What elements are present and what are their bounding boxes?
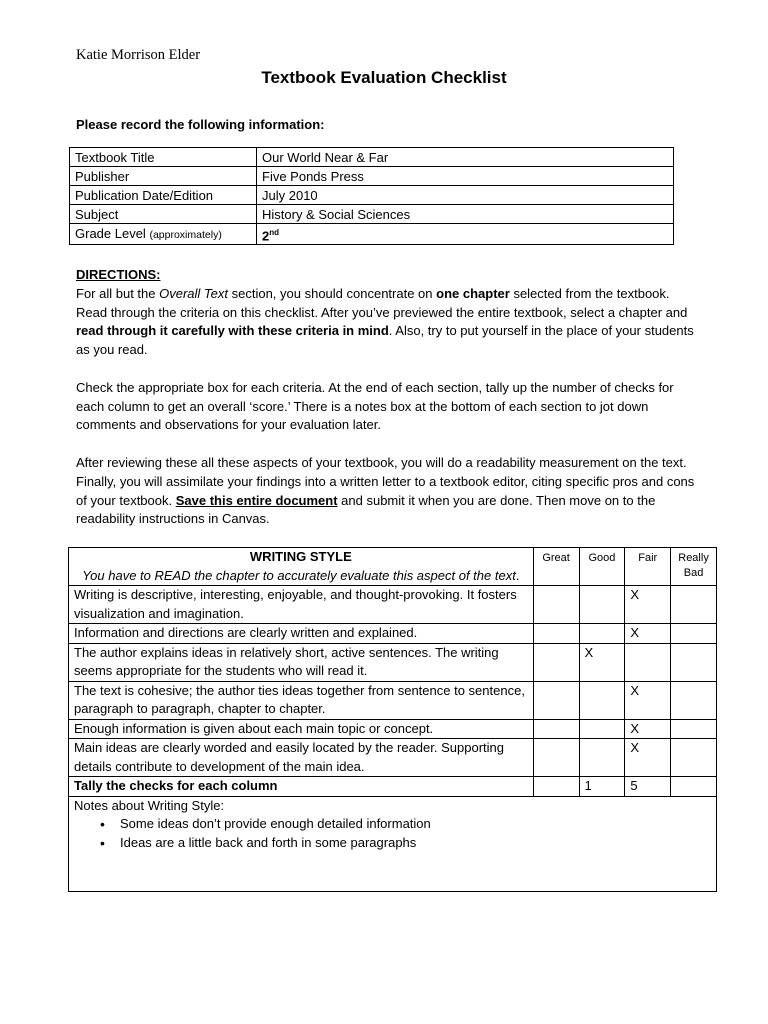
- info-label: [70, 224, 257, 245]
- check-cell[interactable]: [671, 719, 717, 739]
- section-subheading: You have to READ the chapter to accurately evaluate this aspect of the text: [82, 567, 516, 583]
- info-label: Subject: [70, 205, 257, 224]
- check-cell[interactable]: [533, 681, 579, 719]
- column-header-really-bad: Really Bad: [671, 548, 717, 586]
- textbook-info-table: [69, 147, 674, 245]
- table-row: [69, 719, 717, 739]
- info-value[interactable]: July 2010: [257, 186, 674, 205]
- directions-paragraph-1: For all but the Overall Text section, you should concentrate on one chapter selected from the textbook. Read through the criteria on this checklist. After you’ve previewed the entire textbook, select a chapter and read through it carefully with these criteria in mind. Also, try to put yourself in the place of your students as you read.: [76, 285, 694, 358]
- tally-row: [69, 777, 717, 797]
- check-cell[interactable]: [671, 586, 717, 624]
- check-cell[interactable]: [671, 681, 717, 719]
- info-label: Textbook Title: [70, 148, 257, 167]
- check-cell[interactable]: [533, 719, 579, 739]
- notes-label: Notes about Writing Style:: [74, 797, 225, 813]
- notes-box[interactable]: [69, 796, 717, 891]
- check-cell[interactable]: X: [625, 586, 671, 624]
- check-cell[interactable]: [671, 739, 717, 777]
- tally-label: Tally the checks for each column: [69, 777, 534, 797]
- tally-cell[interactable]: [671, 777, 717, 797]
- check-cell[interactable]: [579, 624, 625, 644]
- check-cell[interactable]: X: [625, 681, 671, 719]
- check-cell[interactable]: [579, 719, 625, 739]
- criterion-text: Enough information is given about each main topic or concept.: [69, 719, 534, 739]
- info-label: Publisher: [70, 167, 257, 186]
- table-row: [69, 624, 717, 644]
- check-cell[interactable]: X: [625, 719, 671, 739]
- save-instruction: Save this entire document: [175, 492, 338, 508]
- info-value[interactable]: History & Social Sciences: [257, 205, 674, 224]
- notes-list: [74, 815, 711, 852]
- check-cell[interactable]: [671, 624, 717, 644]
- criterion-text: Main ideas are clearly worded and easily located by the reader. Supporting details contribute to development of the main idea.: [69, 739, 534, 777]
- grade-label-note: (approximately): [149, 228, 222, 241]
- criterion-text: The text is cohesive; the author ties ideas together from sentence to sentence, paragraph to paragraph, chapter to chapter.: [69, 681, 534, 719]
- check-cell[interactable]: X: [625, 624, 671, 644]
- check-cell[interactable]: X: [625, 739, 671, 777]
- tally-cell[interactable]: 5: [625, 777, 671, 797]
- table-row: [70, 224, 674, 245]
- check-cell[interactable]: [579, 739, 625, 777]
- grade-value: 2: [262, 228, 270, 244]
- author-name: Katie Morrison Elder: [76, 47, 201, 63]
- table-row: [70, 148, 674, 167]
- check-cell[interactable]: [533, 643, 579, 681]
- table-row: [70, 167, 674, 186]
- grade-label: Grade Level: [75, 225, 146, 241]
- check-cell[interactable]: [533, 739, 579, 777]
- table-header-row: [69, 548, 717, 586]
- check-cell[interactable]: X: [579, 643, 625, 681]
- directions-heading: DIRECTIONS:: [76, 267, 161, 282]
- directions-paragraph-2: Check the appropriate box for each criteria. At the end of each section, tally up the number of checks for each column to get an overall ‘score.’ There is a notes box at the bottom of each section to jot down comments and observations for your evaluation later.: [76, 379, 674, 433]
- check-cell[interactable]: [579, 681, 625, 719]
- info-value[interactable]: [257, 224, 674, 245]
- directions-paragraph-3: After reviewing these all these aspects of your textbook, you will do a readability measurement on the text. Finally, you will assimilate your findings into a written letter to a textbook editor, citing specific pros and cons of your textbook. Save this entire document and submit it when you are done. Then move on to the readability instructions in Canvas.: [76, 454, 695, 527]
- tally-cell[interactable]: 1: [579, 777, 625, 797]
- grade-value-suffix: nd: [269, 228, 280, 237]
- info-value[interactable]: Five Ponds Press: [257, 167, 674, 186]
- tally-cell[interactable]: [533, 777, 579, 797]
- notes-row: [69, 796, 717, 891]
- record-prompt: Please record the following information:: [76, 117, 325, 132]
- column-header-great: Great: [533, 548, 579, 586]
- check-cell[interactable]: [533, 586, 579, 624]
- info-label: Publication Date/Edition: [70, 186, 257, 205]
- check-cell[interactable]: [579, 586, 625, 624]
- column-header-good: Good: [579, 548, 625, 586]
- section-heading: WRITING STYLE: [249, 549, 352, 564]
- directions-section: [76, 266, 701, 529]
- check-cell[interactable]: [533, 624, 579, 644]
- table-row: [69, 681, 717, 719]
- column-header-fair: Fair: [625, 548, 671, 586]
- page-title: Textbook Evaluation Checklist: [261, 68, 507, 87]
- criterion-text: Information and directions are clearly written and explained.: [69, 624, 534, 644]
- list-item: • Ideas are a little back and forth in some paragraphs: [120, 834, 711, 853]
- writing-style-table: [68, 547, 717, 892]
- check-cell[interactable]: [671, 643, 717, 681]
- table-row: [69, 739, 717, 777]
- writing-style-header: WRITING STYLE You have to READ the chapter to accurately evaluate this aspect of the text.: [69, 548, 534, 586]
- check-cell[interactable]: [625, 643, 671, 681]
- criterion-text: The author explains ideas in relatively short, active sentences. The writing seems appropriate for the students who will read it.: [69, 643, 534, 681]
- table-row: [70, 186, 674, 205]
- criterion-text: Writing is descriptive, interesting, enjoyable, and thought-provoking. It fosters visualization and imagination.: [69, 586, 534, 624]
- table-row: [69, 586, 717, 624]
- table-row: [70, 205, 674, 224]
- info-value[interactable]: Our World Near & Far: [257, 148, 674, 167]
- table-row: [69, 643, 717, 681]
- list-item: • Some ideas don’t provide enough detailed information: [120, 815, 711, 834]
